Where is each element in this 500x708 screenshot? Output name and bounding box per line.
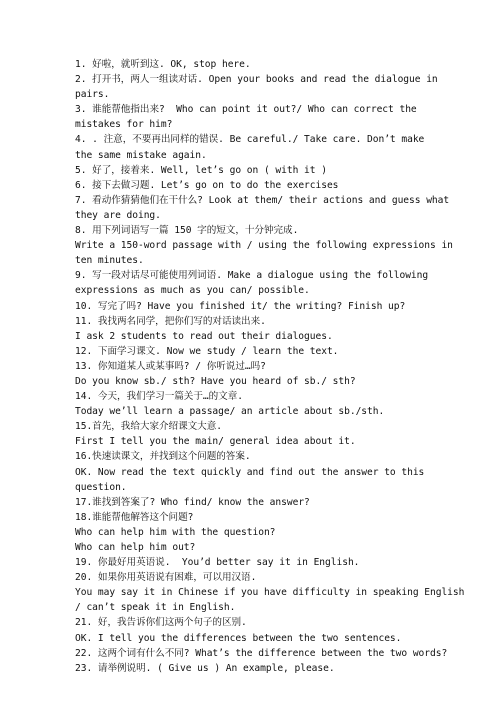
- text-line: 23. 请举例说明. ( Give us ) An example, please.: [75, 662, 335, 674]
- text-line: Do you know sb./ sth? Have you heard of sb./ sth?: [75, 375, 356, 387]
- text-line: 11. 我找两名同学，把你们写的对话读出来.: [75, 315, 266, 327]
- text-line: 22. 这两个词有什么不同? What’s the difference between the two words?: [75, 647, 448, 659]
- text-line: 10. 写完了吗? Have you finished it/ the writing? Finish up?: [75, 300, 406, 312]
- text-line: 13. 你知道某人或某事吗? / 你听说过…吗?: [75, 360, 266, 372]
- text-line: Today we’ll learn a passage/ an article about sb./sth.: [75, 406, 385, 418]
- text-line: 12. 下面学习课文. Now we study / learn the text.: [75, 345, 339, 357]
- text-line: 17.谁找到答案了? Who find/ know the answer?: [75, 496, 310, 508]
- text-line: 5. 好了，接着来. Well, let’s go on ( with it ): [75, 164, 327, 176]
- text-line: expressions as much as you can/ possible.: [75, 285, 310, 297]
- text-line: 19. 你最好用英语说. You’d better say it in English.: [75, 557, 360, 569]
- text-line: 2. 打开书，两人一组读对话. Open your books and read the dialogue in: [75, 74, 438, 86]
- text-line: 4. . 注意，不要再出同样的错误. Be careful./ Take care. Don’t make: [75, 134, 425, 146]
- text-line: question.: [75, 481, 127, 493]
- text-line: 18.谁能帮他解答这个问题?: [75, 511, 194, 523]
- text-line: 15.首先，我给大家介绍课文大意.: [75, 421, 222, 433]
- text-line: ten minutes.: [75, 255, 144, 267]
- text-line: 1. 好啦，就听到这. OK, stop here.: [75, 59, 251, 70]
- text-line: Write a 150-word passage with / using the following expressions in: [75, 240, 453, 252]
- text-line: OK. Now read the text quickly and find out the answer to this: [75, 466, 425, 478]
- document-text: [75, 57, 465, 676]
- text-line: 9. 写一段对话尽可能使用列词语. Make a dialogue using the following: [75, 270, 429, 282]
- text-line: 21. 好，我告诉你们这两个句子的区别.: [75, 617, 247, 629]
- text-line: First I tell you the main/ general idea about it.: [75, 436, 356, 448]
- text-line: Who can help him out?: [75, 542, 196, 553]
- text-line: You may say it in Chinese if you have difficulty in speaking English: [75, 587, 465, 599]
- text-line: 20. 如果你用英语说有困难，可以用汉语.: [75, 572, 257, 584]
- text-line: mistakes for him?: [75, 119, 173, 131]
- text-line: I ask 2 students to read out their dialogues.: [75, 330, 333, 342]
- text-line: 14. 今天，我们学习一篇关于…的文章.: [75, 391, 243, 403]
- text-line: pairs.: [75, 89, 110, 101]
- text-line: Who can help him with the question?: [75, 526, 276, 538]
- text-line: / can’t speak it in English.: [75, 602, 236, 614]
- text-line: 8. 用下列词语写一篇 150 字的短文，十分钟完成.: [75, 225, 299, 237]
- text-line: the same mistake again.: [75, 149, 207, 161]
- text-line: 6. 接下去做习题. Let’s go on to do the exercises: [75, 179, 339, 191]
- text-line: 16.快速读课文，并找到这个问题的答案.: [75, 451, 251, 463]
- text-line: 3. 谁能帮他指出来? Who can point it out?/ Who can correct the: [75, 104, 417, 116]
- text-line: OK. I tell you the differences between the two sentences.: [75, 632, 402, 644]
- text-line: they are doing.: [75, 209, 161, 221]
- text-line: 7. 看动作猜猜他们在干什么? Look at them/ their actions and guess what: [75, 194, 450, 206]
